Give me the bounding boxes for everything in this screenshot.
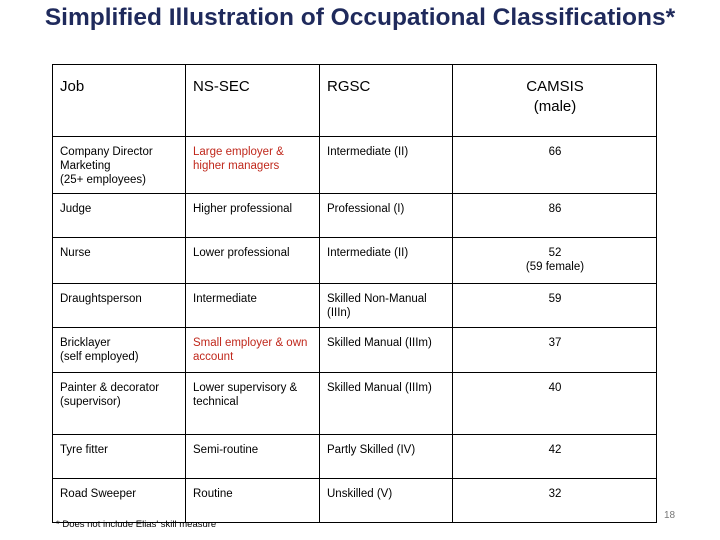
cell-camsis: 40 [453, 373, 657, 435]
table-row [53, 194, 657, 238]
cell-nssec: Lower supervisory & technical [186, 373, 320, 435]
cell-job: Road Sweeper [53, 479, 186, 523]
cell-job: Judge [53, 194, 186, 238]
cell-job: Company Director Marketing (25+ employees) [53, 137, 186, 194]
cell-camsis: 42 [453, 435, 657, 479]
page-number: 18 [664, 510, 676, 521]
header-job: Job [53, 65, 186, 137]
cell-job: Draughtsperson [53, 284, 186, 328]
cell-nssec: Lower professional [186, 238, 320, 284]
cell-camsis: 37 [453, 328, 657, 373]
cell-rgsc: Professional (I) [320, 194, 453, 238]
cell-rgsc: Partly Skilled (IV) [320, 435, 453, 479]
header-rgsc: RGSC [320, 65, 453, 137]
cell-nssec: Semi-routine [186, 435, 320, 479]
cell-camsis: 32 [453, 479, 657, 523]
cell-job: Bricklayer (self employed) [53, 328, 186, 373]
cell-job: Tyre fitter [53, 435, 186, 479]
cell-nssec: Small employer & own account [186, 328, 320, 373]
cell-rgsc: Skilled Non-Manual (IIIn) [320, 284, 453, 328]
table-row [53, 284, 657, 328]
cell-nssec: Higher professional [186, 194, 320, 238]
footnote: * Does not include Elias' skill measure [56, 519, 217, 530]
table-row [53, 435, 657, 479]
cell-nssec: Routine [186, 479, 320, 523]
cell-nssec: Large employer & higher managers [186, 137, 320, 194]
header-nssec: NS-SEC [186, 65, 320, 137]
table-row [53, 238, 657, 284]
cell-rgsc: Intermediate (II) [320, 137, 453, 194]
cell-rgsc: Intermediate (II) [320, 238, 453, 284]
table-row [53, 137, 657, 194]
cell-rgsc: Unskilled (V) [320, 479, 453, 523]
cell-camsis: 66 [453, 137, 657, 194]
page-title: Simplified Illustration of Occupational Classifications* [44, 4, 676, 31]
table-row [53, 328, 657, 373]
cell-rgsc: Skilled Manual (IIIm) [320, 373, 453, 435]
cell-nssec: Intermediate [186, 284, 320, 328]
cell-camsis: 52 (59 female) [453, 238, 657, 284]
cell-job: Painter & decorator (supervisor) [53, 373, 186, 435]
table-header-row [53, 65, 657, 137]
cell-camsis: 59 [453, 284, 657, 328]
header-camsis: CAMSIS (male) [453, 65, 657, 137]
cell-rgsc: Skilled Manual (IIIm) [320, 328, 453, 373]
table-row [53, 373, 657, 435]
cell-camsis: 86 [453, 194, 657, 238]
classification-table [52, 64, 657, 523]
table-row [53, 479, 657, 523]
cell-job: Nurse [53, 238, 186, 284]
